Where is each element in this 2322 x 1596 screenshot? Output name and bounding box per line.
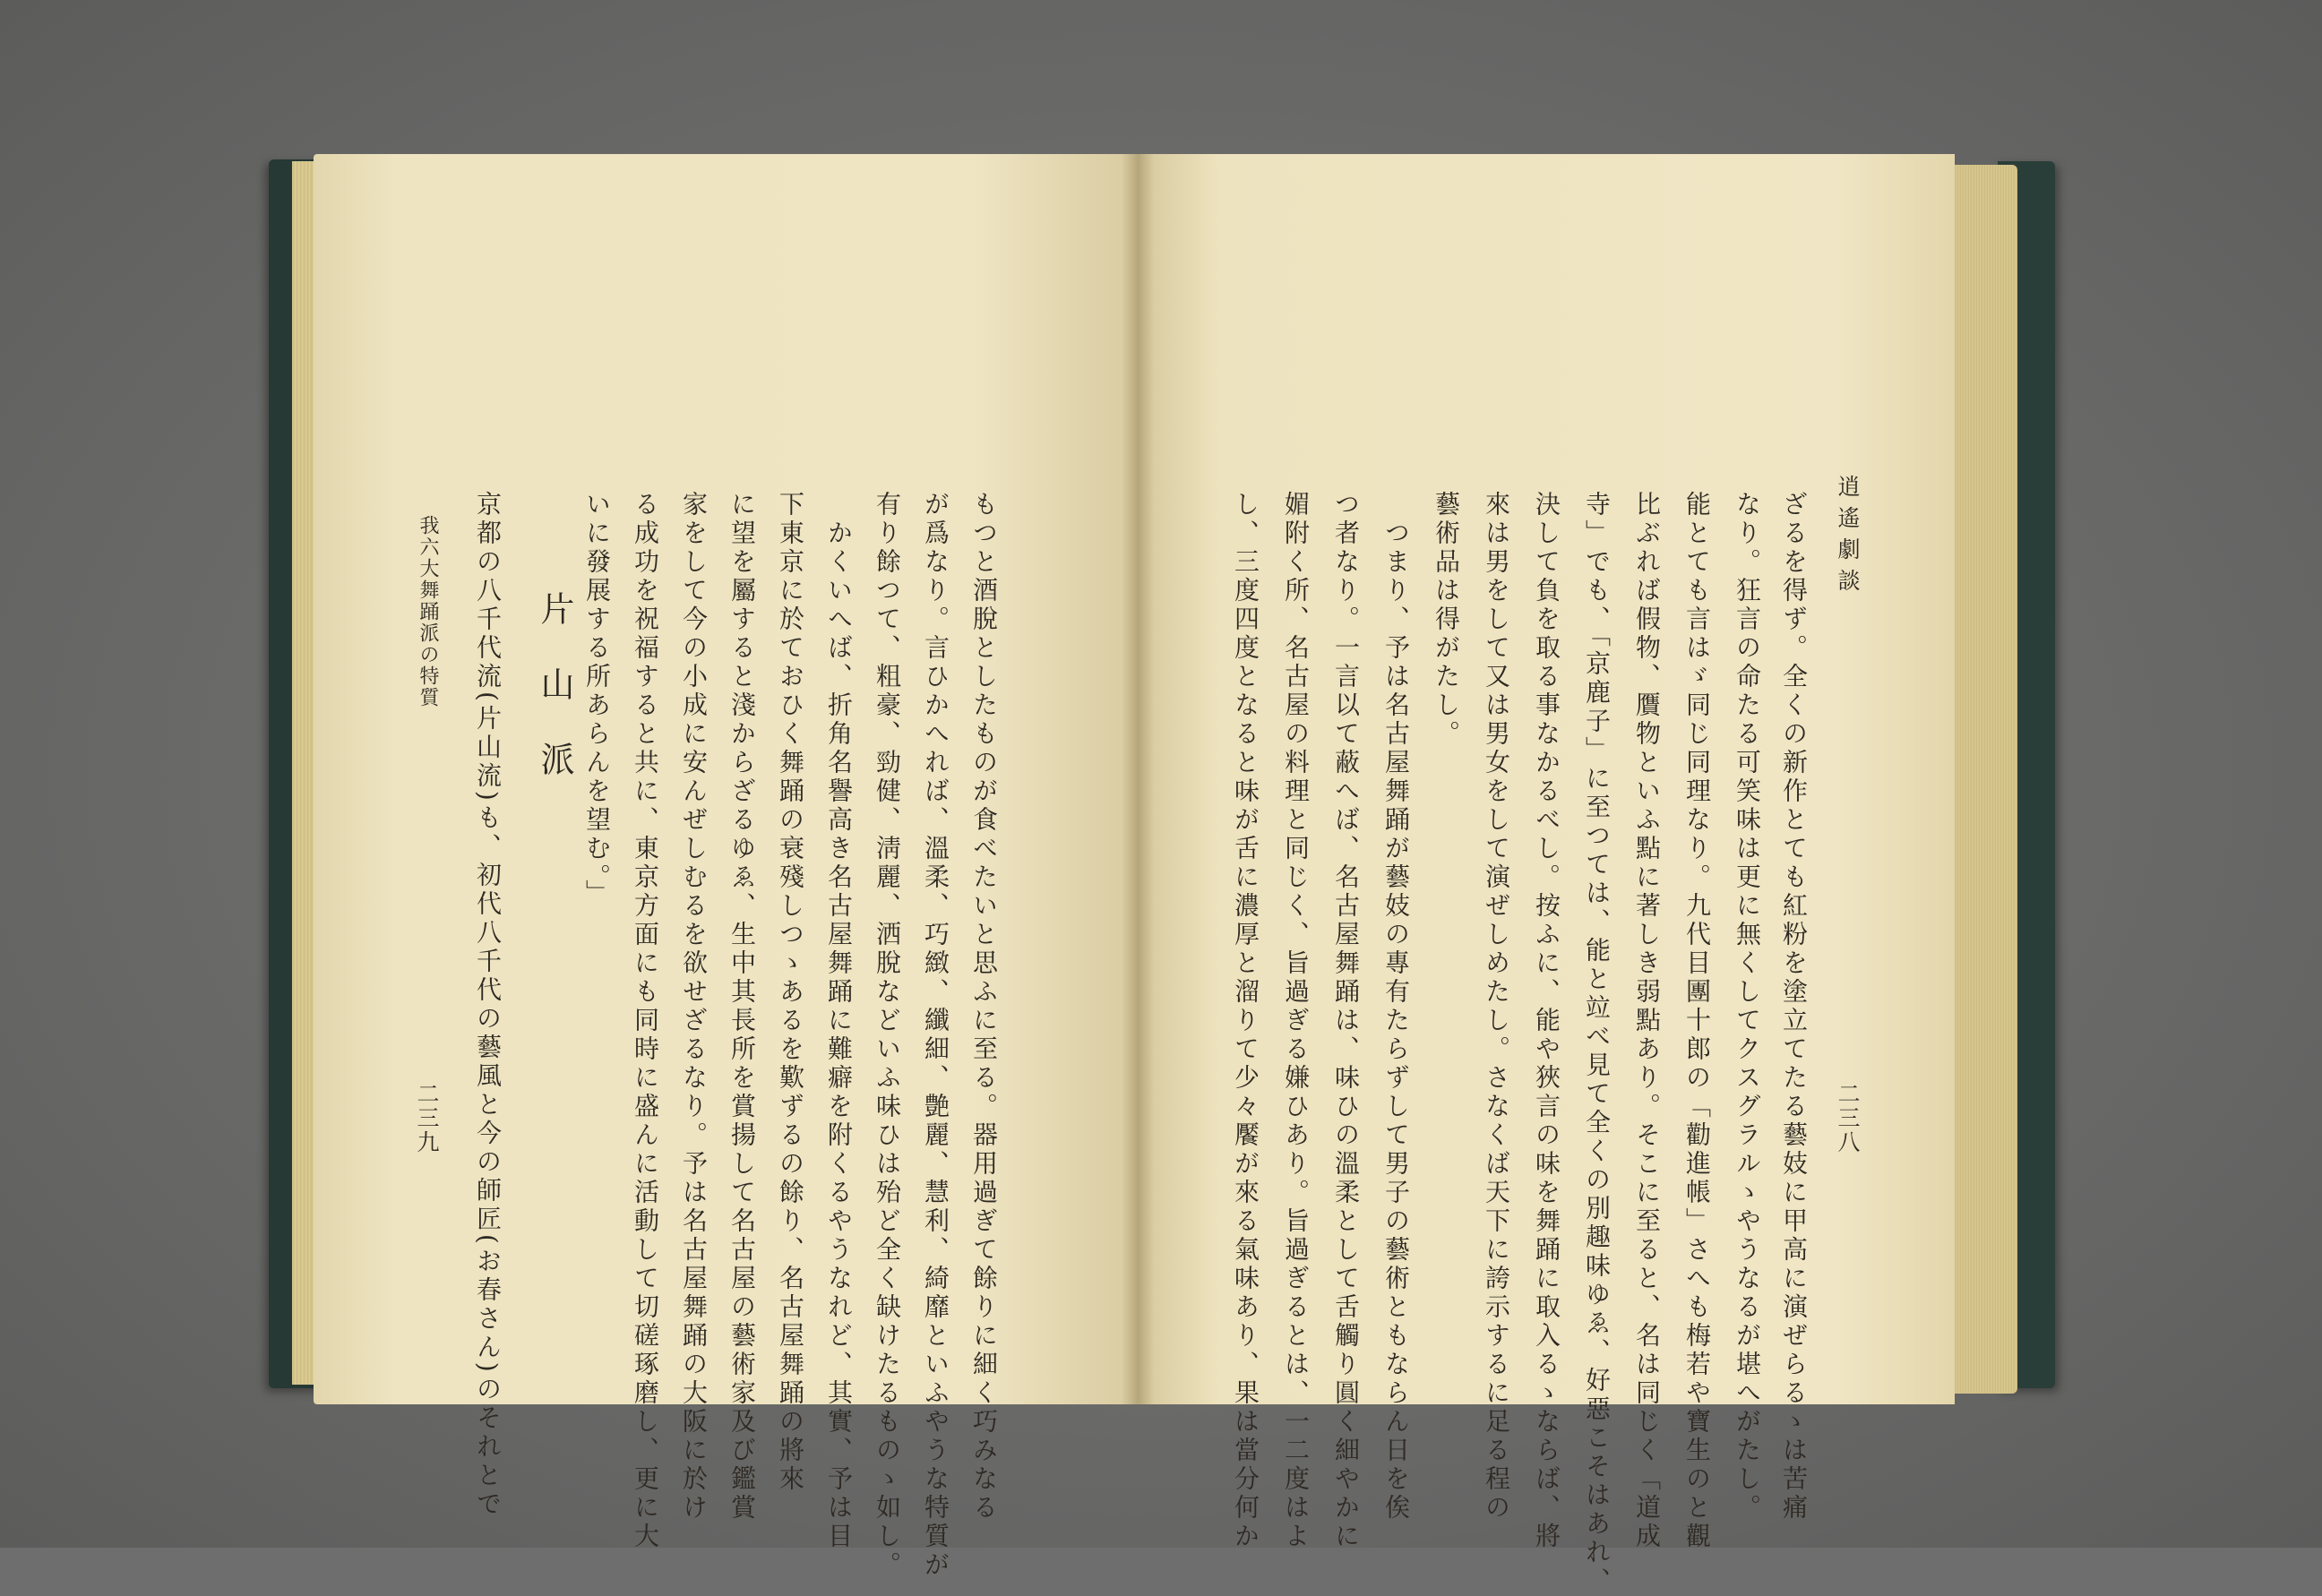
book-gutter [1122, 154, 1154, 1404]
text-column: 來は男をして又は男女をして演ぜしめたし。さなくば天下に誇示するに足る程の [1482, 491, 1511, 1523]
text-column: 能とても言はゞ同じ同理なり。九代目團十郎の「勸進帳」さへも梅若や寶生のと觀 [1682, 491, 1712, 1551]
text-column: る成功を祝福すると共に、東京方面にも同時に盛んに活動して切磋琢磨し、更に大 [631, 491, 660, 1551]
text-column: つ者なり。一言以て蔽へば、名古屋舞踊は、味ひの溫柔として舌觸り圓く細やかに [1331, 491, 1361, 1551]
text-column: が爲なり。言ひかへれば、溫柔、巧緻、纖細、艶麗、慧利、綺靡といふやうな特質が [921, 491, 950, 1580]
text-column: 比ぶれば假物、贋物といふ點に著しき弱點あり。そこに至ると、名は同じく「道成 [1632, 491, 1662, 1551]
text-column: 下東京に於ておひく舞踊の衰殘しつゝあるを歎ずるの餘り、名古屋舞踊の將來 [776, 491, 805, 1494]
text-column: いに發展する所あらんを望む。」 [582, 491, 612, 908]
text-column: 有り餘つて、粗豪、勁健、淸麗、洒脫などいふ味ひは殆ど全く缺けたるものゝ如し。 [873, 491, 902, 1580]
text-column: 京都の八千代流(片山流)も、初代八千代の藝風と今の師匠(お春さん)のそれとで [473, 491, 503, 1519]
page-number-left: 二三九 [414, 1082, 440, 1154]
text-column: に望を屬すると淺からざるゆゑ、生中其長所を賞揚して名古屋の藝術家及び鑑賞 [727, 491, 757, 1523]
left-page [314, 154, 1138, 1404]
text-column: ざるを得ず。全くの新作とても紅粉を塗立てたる藝妓に甲高に演ぜらるゝは苦痛 [1779, 491, 1809, 1523]
text-column: なり。狂言の命たる可笑味は更に無くしてクスグラルゝやうなるが堪へがたし。 [1733, 491, 1762, 1523]
section-title: 片山派 [535, 591, 574, 817]
text-column: もつと酒脫としたものが食べたいと思ふに至る。器用過ぎて餘りに細く巧みなる [969, 491, 999, 1523]
text-column: 家をして今の小成に安んぜしむるを欲せざるなり。予は名古屋舞踊の大阪に於け [679, 491, 709, 1523]
text-column: 藝術品は得がたし。 [1432, 491, 1461, 749]
text-column: し、三度四度となると味が舌に濃厚と溜りて少々饜が來る氣味あり、果は當分何か [1231, 491, 1260, 1551]
text-column: 寺」でも、「京鹿子」に至つては、能と竝べ見て全くの別趣味ゆゑ、好惡こそはあれ、 [1582, 491, 1612, 1596]
page-number-right: 二三八 [1835, 1082, 1861, 1154]
running-header: 逍遙劇談 [1835, 475, 1861, 600]
text-column: つまり、予は名古屋舞踊が藝妓の專有たらずして男子の藝術ともならん日を俟 [1381, 519, 1411, 1523]
text-column: 決して負を取る事なかるべし。按ふに、能や狹言の味を舞踊に取入るゝならば、將 [1532, 491, 1561, 1551]
text-column: かくいへば、折角名譽高き名古屋舞踊に難癖を附くるやうなれど、其實、予は目 [824, 519, 854, 1551]
text-column: 媚附く所、名古屋の料理と同じく、旨過ぎる嫌ひあり。旨過ぎるとは、一二度はよ [1281, 491, 1311, 1551]
running-footer: 我六大舞踊派の特質 [417, 515, 439, 708]
